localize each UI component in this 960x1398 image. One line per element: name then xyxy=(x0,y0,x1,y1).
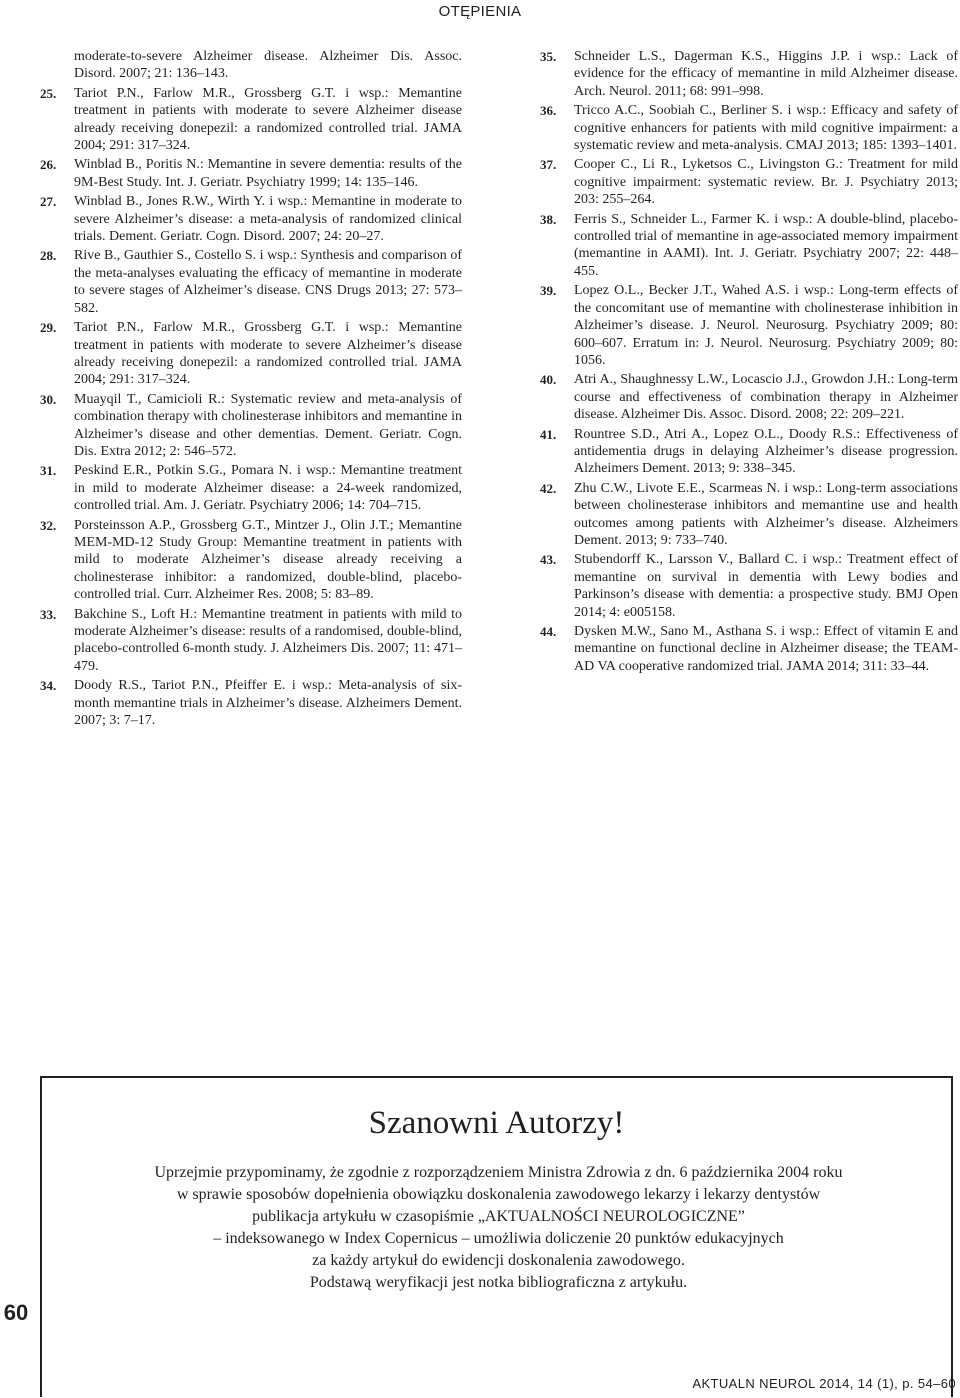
notice-line: Uprzejmie przypominamy, że zgodnie z rozporządzeniem Ministra Zdrowia z dn. 6 października 2004 roku xyxy=(154,1164,843,1181)
reference-number: 28. xyxy=(40,248,57,264)
reference-number: 25. xyxy=(40,85,57,101)
journal-footer: AKTUALN NEUROL 2014, 14 (1), p. 54–60 xyxy=(692,1376,956,1391)
reference-item xyxy=(40,85,462,155)
reference-number: 44. xyxy=(540,624,557,639)
reference-item xyxy=(40,156,462,191)
reference-number: 43. xyxy=(540,552,557,568)
reference-number: 41. xyxy=(540,426,557,442)
reference-text: Lopez O.L., Becker J.T., Wahed A.S. i wsp.: Long-term effects of the concomitant use of memantine with cholinesterase inhibition in Alzheimer’s disease. J. Neurol. Neurosurg. Psychiatry 2009; 80: 600–607. Erratum in: J. Neurol. Neurosurg. Psychiatry 2009; 80: 1056. xyxy=(574,283,958,368)
reference-item xyxy=(540,282,958,369)
reference-number: 40. xyxy=(540,372,557,388)
reference-number: 35. xyxy=(540,49,557,64)
reference-item xyxy=(540,480,958,550)
reference-text: Ferris S., Schneider L., Farmer K. i wsp.: A double-blind, placebo-controlled trial of memantine in age-associated memory impairment (memantine in AAMI). Int. J. Geriatr. Psychiatry 2007; 22: 448–455. xyxy=(574,211,958,279)
notice-title: Szanowni Autorzy! xyxy=(368,1105,625,1141)
reference-number: 32. xyxy=(40,517,57,533)
reference-item xyxy=(40,391,462,461)
reference-number: 27. xyxy=(40,194,57,210)
reference-text: Doody R.S., Tariot P.N., Pfeiffer E. i wsp.: Meta-analysis of six-month memantine trials in Alzheimer’s disease. Alzheimers Dement. 2007; 3: 7–17. xyxy=(74,678,462,729)
reference-item xyxy=(40,677,462,729)
reference-number: 38. xyxy=(540,211,557,227)
reference-item xyxy=(40,193,462,245)
reference-text: Rountree S.D., Atri A., Lopez O.L., Doody R.S.: Effectiveness of antidementia drugs in delaying Alzheimer’s disease progression. Alzheimers Dement. 2013; 9: 338–345. xyxy=(574,426,958,477)
reference-item xyxy=(540,623,958,675)
notice-line: w sprawie sposobów dopełnienia obowiązku doskonalenia zawodowego lekarzy i lekarzy dentystów xyxy=(176,1186,821,1203)
reference-item xyxy=(540,102,958,154)
reference-number: 36. xyxy=(540,103,557,119)
reference-text: Atri A., Shaughnessy L.W., Locascio J.J., Growdon J.H.: Long-term course and effectiveness of combination therapy in Alzheimer disease. Alzheimer Dis. Assoc. Disord. 2008; 22: 209–221. xyxy=(574,372,958,423)
reference-text: Bakchine S., Loft H.: Memantine treatment in patients with mild to moderate Alzheimer’s disease: results of a randomised, double-blind, placebo-controlled 6-month study. J. Alzheimers Dis. 2007; 11: 471–479. xyxy=(74,606,462,674)
reference-text: Winblad B., Jones R.W., Wirth Y. i wsp.: Memantine in moderate to severe Alzheimer’s disease: a meta-analysis of randomized clinical trials. Dement. Geriatr. Cogn. Disord. 2007; 24: 20–27. xyxy=(74,194,462,245)
reference-text: Porsteinsson A.P., Grossberg G.T., Mintzer J., Olin J.T.; Memantine MEM-MD-12 Study Group: Memantine treatment in patients with mild to moderate Alzheimer’s disease already receiving a cholinesterase inhibitor: a randomized, double-blind, placebo- controlled trial. Curr. Alzheimer Res. 2008; 5: 83–89. xyxy=(74,517,462,603)
reference-item xyxy=(40,462,462,514)
reference-item xyxy=(40,606,462,676)
reference-item xyxy=(540,156,958,208)
reference-text: Stubendorff K., Larsson V., Ballard C. i wsp.: Treatment effect of memantine on survival in dementia with Lewy bodies and Parkinson’s disease with dementia: a prospective study. BMJ Open 2014; 4: e005158. xyxy=(574,552,958,620)
reference-item xyxy=(540,371,958,423)
notice-line: publikacja artykułu w czasopiśmie „AKTUALNOŚCI NEUROLOGICZNE” xyxy=(252,1208,745,1225)
references-right-column xyxy=(540,48,958,677)
reference-item xyxy=(40,247,462,317)
reference-text: Tariot P.N., Farlow M.R., Grossberg G.T. i wsp.: Memantine treatment in patients with moderate to severe Alzheimer’s disease already receiving donepezil: a randomized controlled trial. JAMA 2004; 291: 317–324. xyxy=(74,320,462,388)
reference-continuation: moderate-to-severe Alzheimer disease. Alzheimer Dis. Assoc. Disord. 2007; 21: 136–143. xyxy=(74,49,462,82)
reference-item xyxy=(540,48,958,100)
references-left-column xyxy=(40,48,462,731)
reference-text: Muayqil T., Camicioli R.: Systematic review and meta-analysis of combination therapy with cholinesterase inhibitors and memantine in Alzheimer’s disease and other dementias. Dement. Geriatr. Cogn. Dis. Extra 2012; 2: 546–572. xyxy=(74,391,462,459)
reference-item xyxy=(40,319,462,389)
reference-text: Peskind E.R., Potkin S.G., Pomara N. i wsp.: Memantine treatment in mild to moderate Alzheimer disease: a 24-week randomized, controlled trial. Am. J. Geriatr. Psychiatry 2006; 14: 704–715. xyxy=(74,463,462,514)
reference-number: 31. xyxy=(40,463,57,479)
reference-text: Cooper C., Li R., Lyketsos C., Livingston G.: Treatment for mild cognitive impairment: systematic review. Br. J. Psychiatry 2013; 203: 255–264. xyxy=(574,157,958,208)
reference-item xyxy=(540,551,958,621)
reference-item xyxy=(40,517,462,604)
notice-line: – indeksowanego w Index Copernicus – umożliwia doliczenie 20 punktów edukacyjnych xyxy=(213,1230,784,1247)
reference-text: Zhu C.W., Livote E.E., Scarmeas N. i wsp.: Long-term associations between cholinesterase inhibitors and memantine use and health outcomes among patients with Alzheimer’s disease. Alzheimers Dement. 2013; 9: 733–740. xyxy=(574,480,958,548)
reference-number: 33. xyxy=(40,606,57,622)
notice-line: za każdy artykuł do ewidencji doskonalenia zawodowego. xyxy=(312,1252,685,1269)
reference-item xyxy=(540,211,958,281)
reference-number: 30. xyxy=(40,391,57,407)
reference-number: 26. xyxy=(40,157,57,173)
notice-body xyxy=(72,1162,925,1294)
authors-notice-box xyxy=(40,1076,953,1397)
reference-number: 34. xyxy=(40,678,57,694)
notice-line: Podstawą weryfikacji jest notka bibliograficzna z artykułu. xyxy=(309,1274,688,1291)
page-number: 60 xyxy=(3,1300,29,1325)
reference-text: Tricco A.C., Soobiah C., Berliner S. i wsp.: Efficacy and safety of cognitive enhancers for patients with mild cognitive impairment: a systematic review and meta-analysis. CMAJ 2013; 185: 1393–1401. xyxy=(574,103,958,154)
reference-text: Schneider L.S., Dagerman K.S., Higgins J.P. i wsp.: Lack of evidence for the efficacy of memantine in mild Alzheimer disease. Arch. Neurol. 2011; 68: 991–998. xyxy=(574,49,958,99)
reference-number: 37. xyxy=(540,157,557,173)
reference-text: Winblad B., Poritis N.: Memantine in severe dementia: results of the 9M-Best Study. Int. J. Geriatr. Psychiatry 1999; 14: 135–146. xyxy=(74,157,462,190)
reference-item xyxy=(540,426,958,478)
reference-text: Dysken M.W., Sano M., Asthana S. i wsp.: Effect of vitamin E and memantine on functional decline in Alzheimer disease; the TEAM-AD VA cooperative randomized trial. JAMA 2014; 311: 33–44. xyxy=(574,624,958,674)
reference-text: Rive B., Gauthier S., Costello S. i wsp.: Synthesis and comparison of the meta-analyses evaluating the efficacy of memantine in moderate to severe stages of Alzheimer’s disease. CNS Drugs 2013; 27: 573–582. xyxy=(74,248,462,316)
running-head: OTĘPIENIA xyxy=(438,3,522,20)
reference-number: 29. xyxy=(40,320,57,336)
reference-number: 39. xyxy=(540,283,557,299)
reference-text: Tariot P.N., Farlow M.R., Grossberg G.T. i wsp.: Memantine treatment in patients with moderate to severe Alzheimer disease already receiving donepezil: a randomized controlled trial. JAMA 2004; 291: 317–324. xyxy=(74,85,462,154)
reference-number: 42. xyxy=(540,480,557,496)
